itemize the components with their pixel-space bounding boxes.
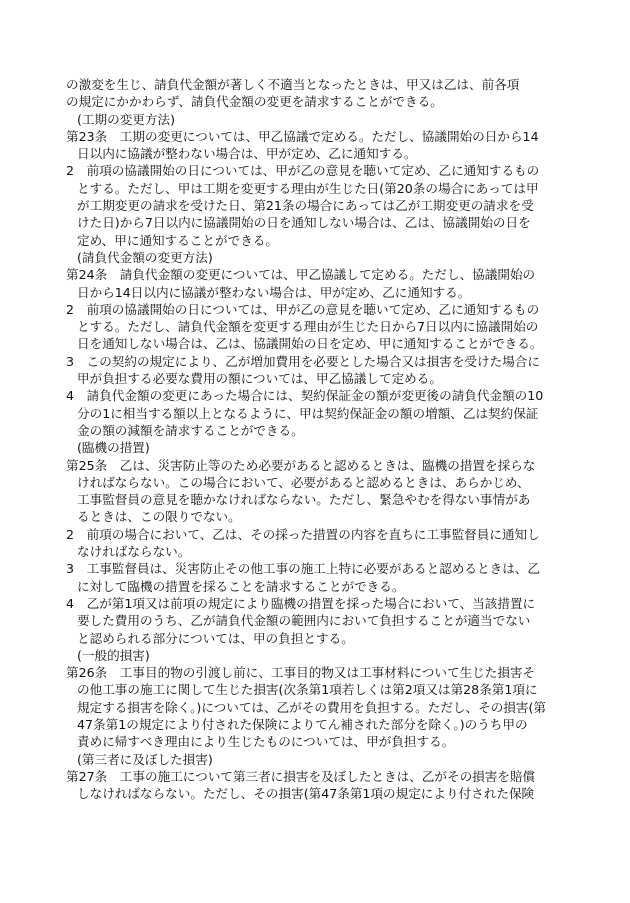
text-line: 4 請負代金額の変更にあった場合には、契約保証金の額が変更後の請負代金額の10: [66, 388, 544, 404]
paragraph-continuation: [66, 76, 594, 93]
article-26: [66, 699, 594, 716]
text-line: 2 前項の協議開始の日については、甲が乙の意見を聴いて定め、乙に通知するもの: [66, 301, 540, 317]
section-heading: (第三者に及ぼした損害): [77, 751, 213, 767]
text-line: が工期変更の請求を受けた日、第21条の場合にあっては乙が工期変更の請求を受: [77, 198, 534, 214]
item: [66, 630, 594, 647]
text-line: けた日)から7日以内に協議開始の日を通知しない場合は、乙は、協議開始の日を: [77, 215, 531, 231]
text-line: 第25条 乙は、災害防止等のため必要があると認めるときは、臨機の措置を採らな: [66, 457, 536, 473]
article-26: [66, 733, 594, 750]
section-heading: (臨機の措置): [77, 440, 150, 456]
item: [66, 214, 594, 231]
text-line: とする。ただし、請負代金額を変更する理由が生じた日から7日以内に協議開始の: [77, 319, 539, 335]
article-23: [66, 128, 594, 145]
text-line: 第27条 工事の施工について第三者に損害を及ぼしたときは、乙がその損害を賠償: [66, 768, 536, 784]
text-line: の規定にかかわらず、請負代金額の変更を請求することができる。: [66, 94, 443, 110]
item: [66, 560, 594, 577]
text-line: 日から14日以内に協議が整わない場合は、甲が定め、乙に通知する。: [77, 284, 471, 300]
paragraph-continuation: [66, 93, 594, 110]
article-23: [66, 145, 594, 162]
text-line: 定め、甲に通知することができる。: [77, 232, 278, 248]
item: [66, 543, 594, 560]
item: [66, 301, 594, 318]
article-24: [66, 284, 594, 301]
item: [66, 387, 594, 404]
article-25: [66, 508, 594, 525]
text-line: 分の1に相当する額以上となるように、甲は契約保証金の額の増額、乙は契約保証: [77, 405, 539, 421]
article-26: [66, 681, 594, 698]
item: [66, 595, 594, 612]
text-line: 工事監督員の意見を聴かなければならない。ただし、緊急やむを得ない事情があ: [77, 492, 531, 508]
text-line: に対して臨機の措置を採ることを請求することができる。: [77, 578, 405, 594]
section-heading: (一般的損害): [77, 647, 150, 663]
text-line: 3 この契約の規定により、乙が増加費用を必要とした場合又は損害を受けた場合に: [66, 353, 540, 369]
section-heading: (請負代金額の変更方法): [77, 249, 213, 265]
text-line: 2 前項の協議開始の日については、甲が乙の意見を聴いて定め、乙に通知するもの: [66, 163, 540, 179]
text-line: 3 工事監督員は、災害防止その他工事の施工上特に必要があると認めるときは、乙: [66, 561, 540, 577]
article-25: [66, 491, 594, 508]
text-line: の激変を生じ、請負代金額が著しく不適当となったときは、甲又は乙は、前各項: [66, 77, 520, 92]
text-line: しなければならない。ただし、その損害(第47条第1項の規定により付された保険: [77, 786, 535, 802]
article-26: [66, 716, 594, 733]
article-27: [66, 768, 594, 785]
text-line: 要した費用のうち、乙が請負代金額の範囲内において負担することが適当でない: [77, 613, 531, 629]
item: [66, 370, 594, 387]
text-line: の他工事の施工に関して生じた損害(次条第1項若しくは第2項又は第28条第1項に: [77, 682, 538, 698]
item: [66, 180, 594, 197]
text-line: なければならない。: [77, 544, 191, 560]
text-line: 第23条 工期の変更については、甲乙協議で定める。ただし、協議開始の日から14: [66, 128, 539, 144]
text-line: 47条第1の規定により付された保険によりてん補された部分を除く。)のうち甲の: [77, 716, 528, 732]
text-line: 金の額の減額を請求することができる。: [77, 422, 304, 438]
text-line: 規定する損害を除く。)については、乙がその費用を負担する。ただし、その損害(第: [77, 699, 546, 715]
text-line: 日を通知しない場合は、乙は、協議開始の日を定め、甲に通知することができる。: [77, 336, 543, 352]
article-24: [66, 266, 594, 283]
item: [66, 422, 594, 439]
text-line: とする。ただし、甲は工期を変更する理由が生じた日(第20条の場合にあっては甲: [77, 180, 539, 196]
text-line: と認められる部分については、甲の負担とする。: [77, 630, 354, 646]
section-heading: (工期の変更方法): [77, 111, 175, 127]
text-line: 第26条 工事目的物の引渡し前に、工事目的物又は工事材料について生じた損害そ: [66, 665, 536, 681]
item: [66, 612, 594, 629]
text-line: 4 乙が第1項又は前項の規定により臨機の措置を採った場合において、当該措置に: [66, 595, 536, 611]
item: [66, 578, 594, 595]
item: [66, 405, 594, 422]
item: [66, 335, 594, 352]
article-26: [66, 664, 594, 681]
text-line: 日以内に協議が整わない場合は、甲が定め、乙に通知する。: [77, 146, 417, 162]
article-25: [66, 474, 594, 491]
text-line: 甲が負担する必要な費用の額については、甲乙協議して定める。: [77, 371, 442, 387]
text-line: 2 前項の場合において、乙は、その採った措置の内容を直ちに工事監督員に通知し: [66, 526, 540, 542]
text-line: ければならない。この場合において、必要があると認めるときは、あらかじめ、: [77, 474, 530, 490]
text-line: 責めに帰すべき理由により生じたものについては、甲が負担する。: [77, 734, 455, 750]
item: [66, 232, 594, 249]
text-line: 第24条 請負代金額の変更については、甲乙協議して定める。ただし、協議開始の: [66, 267, 536, 283]
article-25: [66, 457, 594, 474]
item: [66, 526, 594, 543]
item: [66, 162, 594, 179]
item: [66, 197, 594, 214]
article-27: [66, 785, 594, 802]
item: [66, 318, 594, 335]
item: [66, 353, 594, 370]
text-line: るときは、この限りでない。: [77, 509, 241, 525]
